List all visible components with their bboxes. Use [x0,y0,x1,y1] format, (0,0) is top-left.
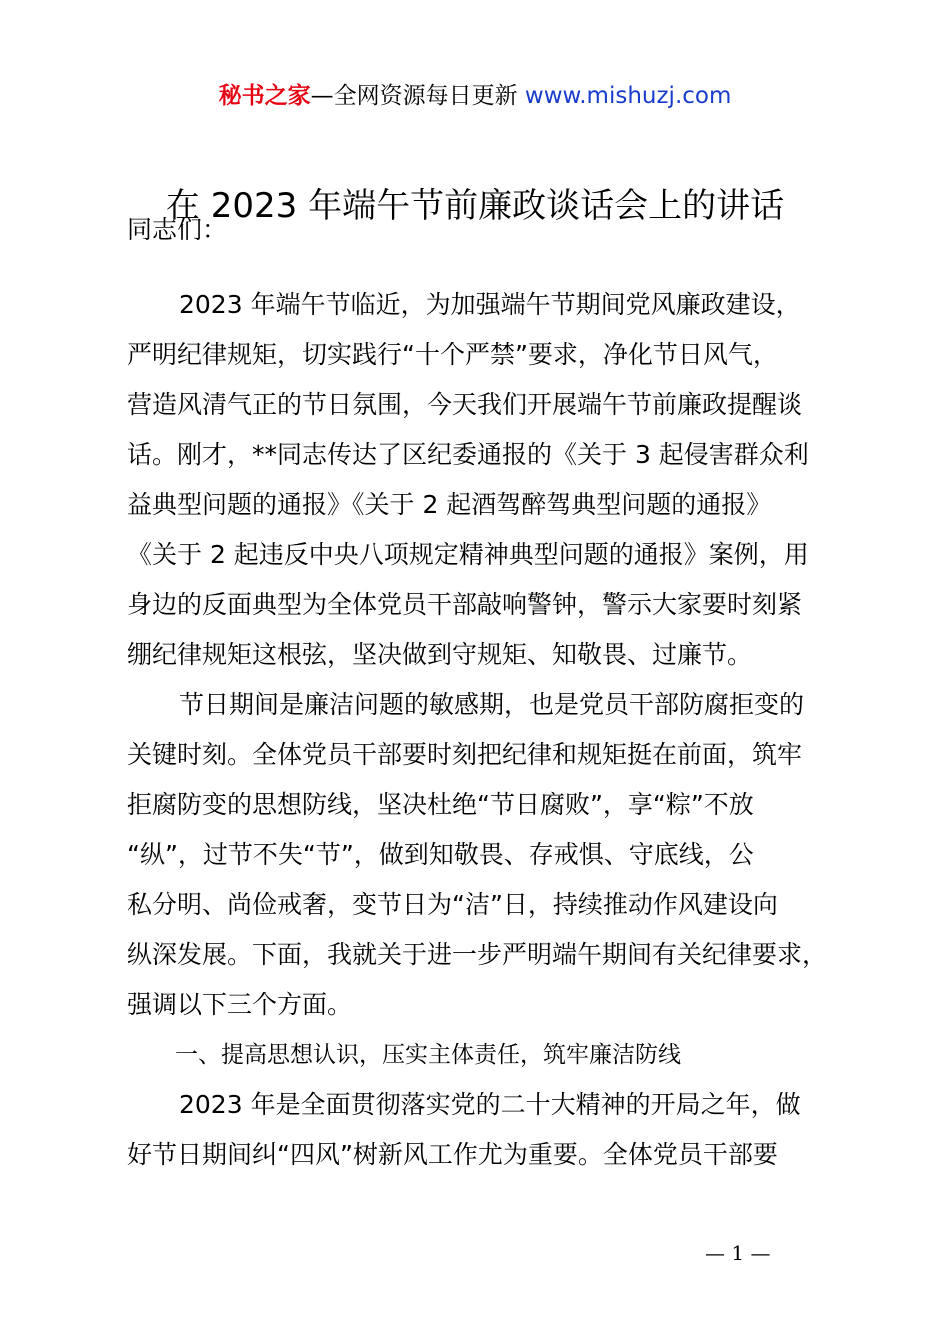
paragraph-2-line-3: 拒腐防变的思想防线，坚决杜绝“节日腐败”，享“粽”不放 [127,790,754,819]
paragraph-2-line-2: 关键时刻。全体党员干部要时刻把纪律和规矩挺在前面，筑牢 [127,740,803,769]
salutation: 同志们： [127,215,228,244]
document-title: 在 2023 年端午节前廉政谈话会上的讲话 [165,186,785,226]
paragraph-1-line-7: 身边的反面典型为全体党员干部敲响警钟，警示大家要时刻紧 [127,590,803,619]
paragraph-2-line-6: 纵深发展。下面，我就关于进一步严明端午期间有关纪律要求， [127,940,828,969]
site-slogan: —全网资源每日更新 [310,83,525,109]
page-number: — 1 — [705,1241,771,1265]
paragraph-3-line-1: 2023 年是全面贯彻落实党的二十大精神的开局之年，做 [179,1090,801,1119]
section-heading-1: 一、提高思想认识，压实主体责任，筑牢廉洁防线 [175,1042,681,1068]
paragraph-2-line-5: 私分明、尚俭戒奢，变节日为“洁”日，持续推动作风建设向 [127,890,778,919]
paragraph-1-line-6: 《关于 2 起违反中央八项规定精神典型问题的通报》案例，用 [127,540,809,569]
paragraph-1-line-8: 绷纪律规矩这根弦，坚决做到守规矩、知敬畏、过廉节。 [127,640,753,669]
paragraph-1-line-3: 营造风清气正的节日氛围，今天我们开展端午节前廉政提醒谈 [127,390,803,419]
site-header [0,80,950,112]
paragraph-1-line-5: 益典型问题的通报》《关于 2 起酒驾醉驾典型问题的通报》 [127,490,772,519]
paragraph-1-line-4: 话。刚才，**同志传达了区纪委通报的《关于 3 起侵害群众利 [127,440,809,469]
site-url-link[interactable]: www.mishuzj.com [524,83,732,109]
paragraph-2-line-4: “纵”，过节不失“节”，做到知敬畏、存戒惧、守底线，公 [127,840,754,869]
paragraph-1-line-2: 严明纪律规矩，切实践行“十个严禁”要求，净化节日风气， [127,340,778,369]
paragraph-2-line-7: 强调以下三个方面。 [127,990,353,1019]
paragraph-2-line-1: 节日期间是廉洁问题的敏感期，也是党员干部防腐拒变的 [179,690,805,719]
site-brand: 秘书之家 [218,83,311,109]
document-body [127,280,839,1180]
paragraph-1-line-1: 2023 年端午节临近，为加强端午节期间党风廉政建设， [179,290,801,319]
paragraph-3-line-2: 好节日期间纠“四风”树新风工作尤为重要。全体党员干部要 [127,1140,778,1169]
